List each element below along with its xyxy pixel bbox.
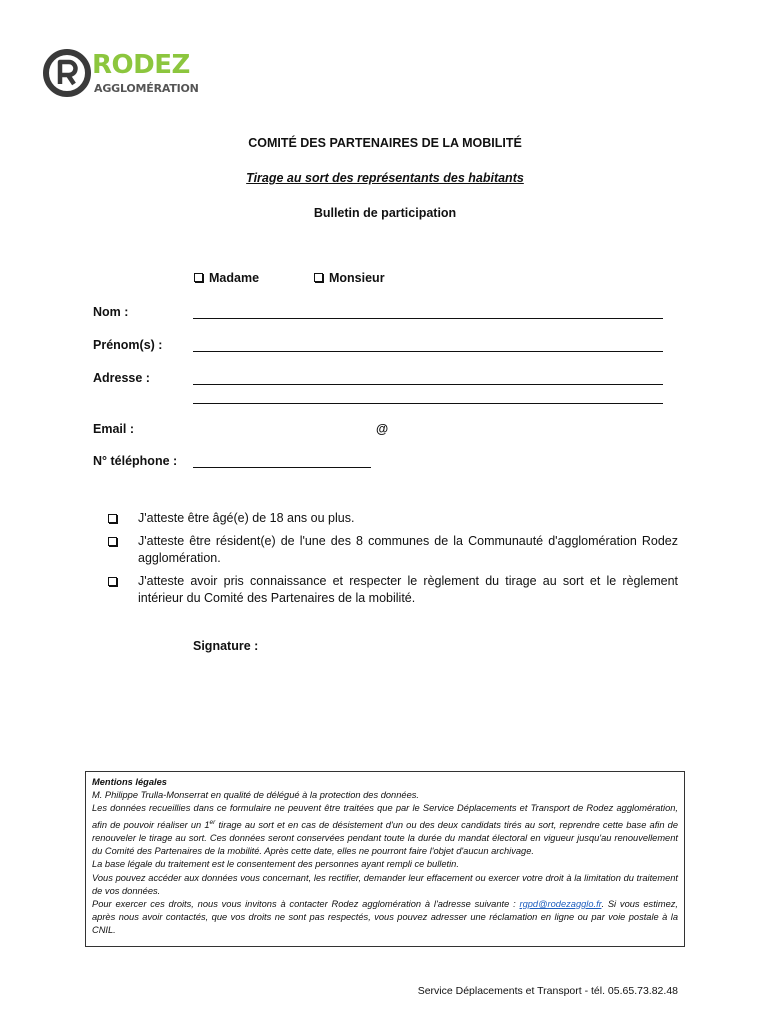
- label-nom: Nom :: [93, 305, 129, 319]
- document-title: COMITÉ DES PARTENAIRES DE LA MOBILITÉ: [248, 136, 522, 150]
- rgpd-email-link[interactable]: rgpd@rodezagglo.fr: [519, 898, 602, 909]
- legal-p1-text-after: tirage au sort et en cas de désistement d'un ou des deux candidats tirés au sort, reprendre cette base afin de renouveler le tirage au sort. Ces données seront conservées pendant toute la durée du mandat électoral en vigueur jusqu'au renouvellement du Comité des Partenaires de la mobilité. Après cette date, elles ne pourront faire l'objet d'aucun archivage.: [92, 819, 678, 857]
- checkbox-icon[interactable]: [194, 273, 203, 282]
- checkbox-icon[interactable]: [108, 537, 117, 546]
- signature-label: Signature :: [193, 639, 259, 653]
- logo-text-agglomeration: AGGLOMÉRATION: [94, 82, 199, 95]
- field-nom-line[interactable]: [193, 318, 663, 319]
- rodez-logo: [28, 36, 208, 112]
- rodez-r-icon: [42, 48, 92, 98]
- label-email: Email :: [93, 422, 134, 436]
- form-title: Bulletin de participation: [313, 206, 457, 220]
- legal-p4-text: Pour exercer ces droits, nous vous invitons à contacter Rodez agglomération à l'adresse suivante :: [92, 898, 520, 909]
- legal-p1-text: Les données recueillies dans ce formulaire ne peuvent être traitées que par le Service Déplacements et Transport de Rodez agglomération, afin de pouvoir réaliser un 1: [92, 803, 678, 830]
- gender-option-madame[interactable]: [194, 271, 259, 285]
- field-adresse-line-1[interactable]: [193, 384, 663, 385]
- declaration-text: J'atteste être résident(e) de l'une des 8 communes de la Communauté d'agglomération Rodez agglomération.: [138, 534, 678, 565]
- checkbox-icon[interactable]: [108, 514, 117, 523]
- legal-heading: Mentions légales: [92, 777, 167, 787]
- legal-paragraph-1: [92, 802, 678, 858]
- gender-label-madame: Madame: [209, 271, 260, 285]
- legal-mentions-box: [85, 771, 685, 947]
- checkbox-icon[interactable]: [314, 273, 323, 282]
- legal-paragraph-3: Vous pouvez accéder aux données vous concernant, les rectifier, demander leur effacement ou exercer votre droit à la limitation du traitement de vos données.: [92, 872, 678, 896]
- label-adresse: Adresse :: [93, 371, 150, 385]
- legal-delegate: M. Philippe Trulla-Monserrat en qualité de délégué à la protection des données.: [92, 790, 419, 801]
- field-telephone-line[interactable]: [193, 467, 371, 468]
- field-prenoms-line[interactable]: [193, 351, 663, 352]
- declaration-reglement[interactable]: [108, 573, 678, 607]
- declaration-text: J'atteste avoir pris connaissance et respecter le règlement du tirage au sort et le règlement intérieur du Comité des Partenaires de la mobilité.: [138, 574, 678, 605]
- legal-paragraph-2: La base légale du traitement est le consentement des personnes ayant rempli ce bulletin.: [92, 859, 459, 870]
- gender-option-monsieur[interactable]: [314, 271, 385, 285]
- logo-text-rodez: RODEZ: [92, 50, 190, 80]
- legal-p1-sup: er: [209, 818, 216, 826]
- label-telephone: N° téléphone :: [93, 454, 178, 468]
- gender-label-monsieur: Monsieur: [329, 271, 385, 285]
- legal-p4-text-after: . Si vous estimez, après nous avoir contactés, que vos droits ne sont pas respectés, vous pouvez adresser une réclamation en ligne ou par voie postale à la CNIL.: [92, 898, 678, 936]
- document-subtitle: Tirage au sort des représentants des habitants: [246, 171, 524, 185]
- legal-paragraph-4: [92, 898, 678, 938]
- declaration-age[interactable]: [108, 510, 678, 527]
- declaration-text: J'atteste être âgé(e) de 18 ans ou plus.: [138, 511, 355, 525]
- footer-contact: Service Déplacements et Transport - tél. 05.65.73.82.48: [417, 985, 678, 997]
- declaration-residence[interactable]: [108, 533, 678, 567]
- email-at-sign: @: [376, 422, 389, 436]
- field-adresse-line-2[interactable]: [193, 403, 663, 404]
- label-prenoms: Prénom(s) :: [93, 338, 163, 352]
- checkbox-icon[interactable]: [108, 577, 117, 586]
